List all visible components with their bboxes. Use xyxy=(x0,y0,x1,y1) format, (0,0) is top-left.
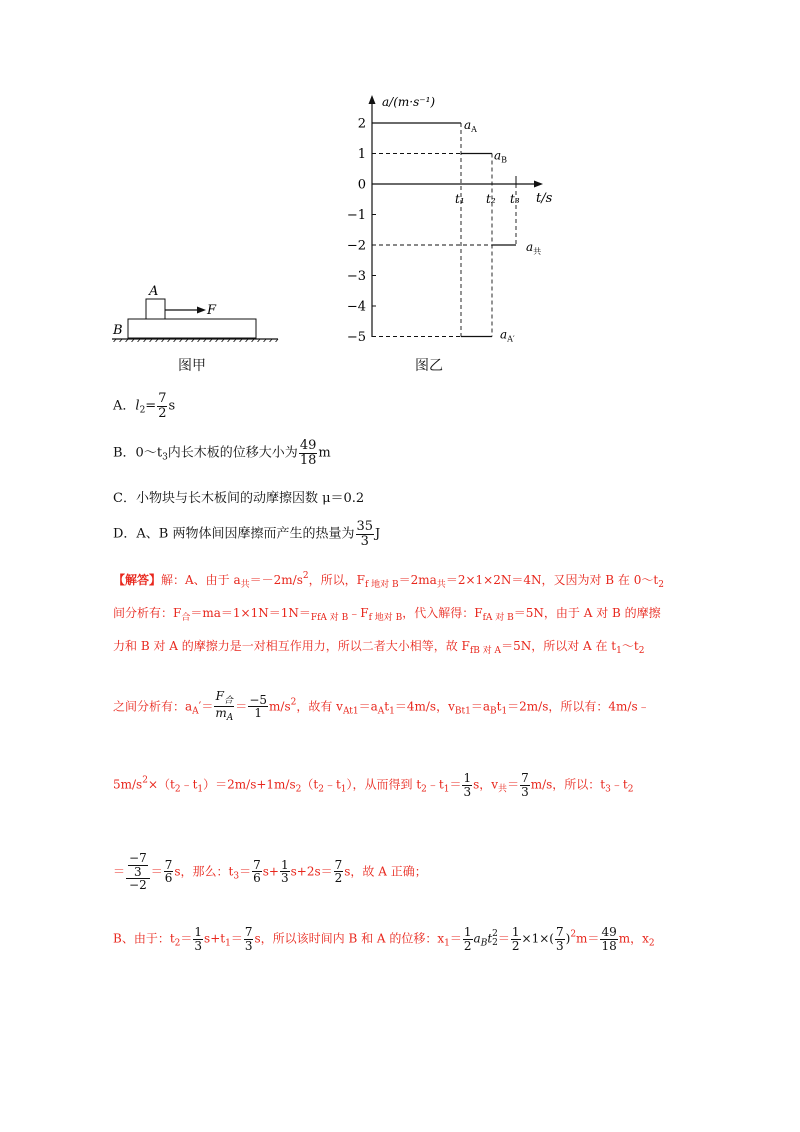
y-tick-label: −5 xyxy=(346,330,366,345)
y-tick-label: −4 xyxy=(346,299,366,315)
option-d: D．A、B 两物体间因摩擦而产生的热量为 $\frac{35}{3}$ J xyxy=(113,519,381,549)
y-tick-label: −2 xyxy=(346,238,366,254)
option-c: C．小物块与长木板间的动摩擦因数 μ＝0.2 xyxy=(113,491,365,506)
block-a xyxy=(146,299,165,319)
y-tick-label: 0 xyxy=(357,177,366,193)
series-label-a共: $a_共$ xyxy=(526,240,542,256)
figure-jia-caption: 图甲 xyxy=(178,358,206,374)
y-tick-label: 1 xyxy=(357,147,366,162)
label-a: A xyxy=(149,284,159,299)
y-tick-label: −3 xyxy=(346,269,366,284)
solution-line-7: B、由于：$t_2=$ $\frac{1}{3}$ $s+t_1=$ $\frac{7}{3}$ s，所以该时间内 B 和 A 的位移：$x_1=$ $\frac{1}{2}$ $a_Bt$ 2 2 ＝ $\frac{1}{2}$ ×1×( $\frac{7}{3}$ )$^2$m＝ $\frac{49}{18}$ m，$x_2$ xyxy=(113,925,655,953)
solution-line-1: 【解答】解：A、由于 $a_共=-2m/s^2$，所以，$F_{f 地对 B}=2ma_共=2\times 1\times 2N=4N$，又因为对 B 在 $0\sim t_2$ xyxy=(113,571,664,590)
label-f: F xyxy=(207,303,217,318)
y-tick-label: −1 xyxy=(346,208,366,223)
series-label-aA': $a_{A'}$ xyxy=(500,327,515,344)
figure-yi-chart xyxy=(330,92,570,347)
series-label-aA: $a_A$ xyxy=(464,118,477,134)
t-label: t₃ xyxy=(510,192,520,206)
option-b: B．$0\sim t_3$内长木板的位移大小为 $\frac{49}{18}$ m xyxy=(113,438,331,468)
solution-line-4: 之间分析有：$a_A'=$ $\frac{F_合}{m_A}$ ＝ $\frac{-5}{1}$ $m/s^2$，故有 $v_{At1}=a_At_1=4m/s$，$v_{Bt1}=a_Bt_1=2m/s$，所以有：4m/s﹣ xyxy=(113,689,650,724)
x-axis-arrow xyxy=(534,181,543,188)
t-label: t₂ xyxy=(486,192,496,206)
solution-line-6: ＝ $\frac{\frac{-7}{3}}{-2}$ ＝ $\frac{7}{6}$ s，那么：$t_3=$ $\frac{7}{6}$ s+ $\frac{1}{3}$ s+2s＝ $\frac{7}{2}$ s，故 A 正确； xyxy=(113,851,427,893)
series-label-aB: $a_B$ xyxy=(494,148,508,165)
x-axis-label: t/s xyxy=(536,191,553,206)
y-axis-label: a/(m·s⁻¹) xyxy=(382,95,436,109)
force-arrow-head xyxy=(197,307,206,314)
board-b xyxy=(128,319,256,338)
option-a: A．$l_2=$ $\frac{7}{2}$ s xyxy=(113,391,176,421)
y-axis-arrow xyxy=(369,95,376,104)
label-b: B xyxy=(113,323,123,338)
figure-yi-caption: 图乙 xyxy=(415,358,443,374)
y-tick-label: 2 xyxy=(357,116,366,132)
solution-line-3: 力和 B 对 A 的摩擦力是一对相互作用力，所以二者大小相等，故 $F_{fB 对 A}=5N$，所以对 A 在 $t_1\sim t_2$ xyxy=(113,639,645,656)
solution-line-5: $5m/s^2\times(t_2﹣t_1)=2m/s+1m/s_2(t_2﹣t_1)$，从而得到 $t_2﹣t_1=$ $\frac{1}{3}$ s，$v_共=$ $\frac{7}{3}$ m/s，所以：$t_3﹣t_2$ xyxy=(113,771,634,799)
solution-line-2: 间分析有：$F_合=ma=1\times 1N=1N=_{FfA 对 B}﹣F_{f 地对 B}$，代入解得：$F_{fA 对 B}=5N$，由于 A 对 B 的摩擦 xyxy=(113,606,661,623)
t-label: t₁ xyxy=(455,192,465,206)
figure-jia-diagram xyxy=(108,282,283,342)
